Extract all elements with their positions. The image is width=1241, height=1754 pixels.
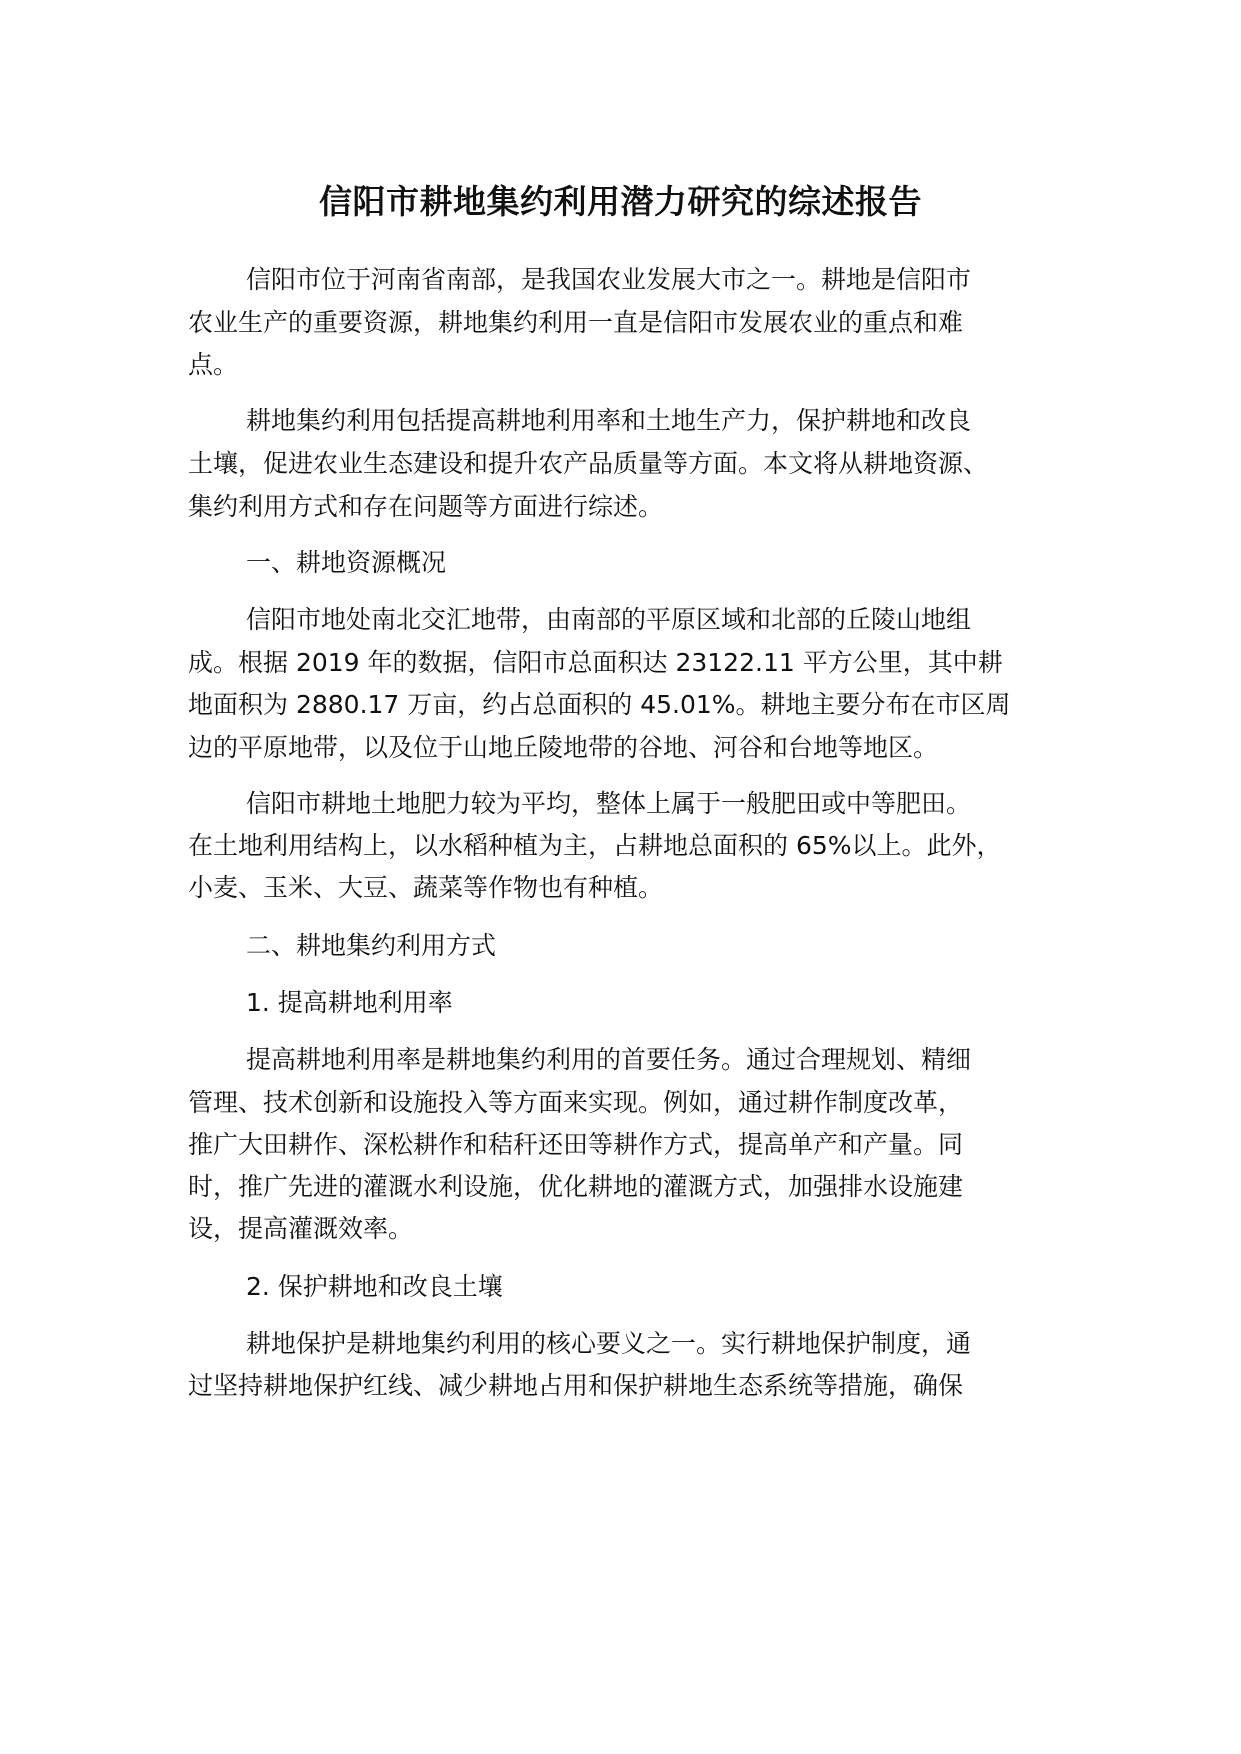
paragraph-line: 信阳市位于河南省南部，是我国农业发展大市之一。耕地是信阳市 bbox=[246, 265, 972, 294]
paragraph-line: 集约利用方式和存在问题等方面进行综述。 bbox=[188, 492, 664, 521]
paragraph-line: 边的平原地带，以及位于山地丘陵地带的谷地、河谷和台地等地区。 bbox=[188, 733, 939, 762]
paragraph-line: 管理、技术创新和设施投入等方面来实现。例如，通过耕作制度改革， bbox=[188, 1088, 964, 1117]
paragraph-line: 耕地集约利用包括提高耕地利用率和土地生产力，保护耕地和改良 bbox=[246, 406, 972, 435]
paragraph-line: 设，提高灌溉效率。 bbox=[188, 1214, 414, 1243]
paragraph-line: 点。 bbox=[188, 350, 239, 379]
paragraph-line: 信阳市地处南北交汇地带，由南部的平原区域和北部的丘陵山地组 bbox=[246, 605, 972, 634]
paragraph-line: 小麦、玉米、大豆、蔬菜等作物也有种植。 bbox=[188, 873, 664, 902]
document-title: 信阳市耕地集约利用潜力研究的综述报告 bbox=[319, 182, 922, 221]
paragraph-line: 推广大田耕作、深松耕作和秸秆还田等耕作方式，提高单产和产量。同 bbox=[188, 1130, 964, 1159]
paragraph-line: 成。根据 2019 年的数据，信阳市总面积达 23122.11 平方公里，其中耕 bbox=[188, 648, 1003, 677]
subsection-heading-protection: 2. 保护耕地和改良土壤 bbox=[246, 1272, 503, 1301]
paragraph-line: 信阳市耕地土地肥力较为平均，整体上属于一般肥田或中等肥田。 bbox=[246, 789, 972, 818]
paragraph-line: 过坚持耕地保护红线、减少耕地占用和保护耕地生态系统等措施，确保 bbox=[188, 1371, 964, 1400]
subsection-heading-utilization: 1. 提高耕地利用率 bbox=[246, 988, 453, 1017]
paragraph-line: 土壤，促进农业生态建设和提升农产品质量等方面。本文将从耕地资源、 bbox=[188, 449, 989, 478]
paragraph-line: 耕地保护是耕地集约利用的核心要义之一。实行耕地保护制度，通 bbox=[246, 1329, 972, 1358]
paragraph-line: 在土地利用结构上，以水稻种植为主，占耕地总面积的 65%以上。此外， bbox=[188, 831, 1002, 860]
paragraph-line: 农业生产的重要资源，耕地集约利用一直是信阳市发展农业的重点和难 bbox=[188, 308, 964, 337]
paragraph-line: 提高耕地利用率是耕地集约利用的首要任务。通过合理规划、精细 bbox=[246, 1045, 972, 1074]
paragraph-line: 时，推广先进的灌溉水利设施，优化耕地的灌溉方式，加强排水设施建 bbox=[188, 1172, 964, 1201]
section-heading-resources: 一、耕地资源概况 bbox=[246, 548, 447, 577]
paragraph-line: 地面积为 2880.17 万亩，约占总面积的 45.01%。耕地主要分布在市区周 bbox=[188, 690, 1011, 719]
section-heading-methods: 二、耕地集约利用方式 bbox=[246, 931, 497, 960]
